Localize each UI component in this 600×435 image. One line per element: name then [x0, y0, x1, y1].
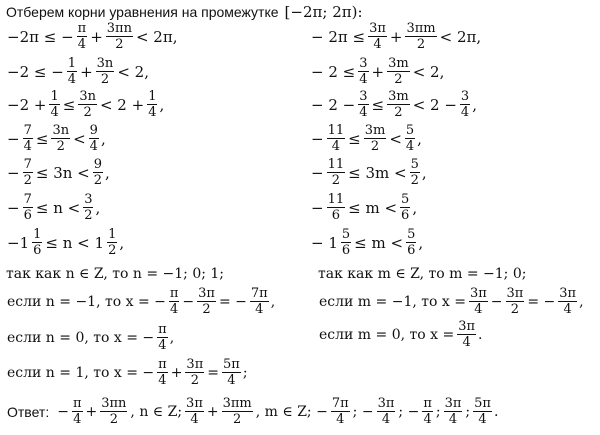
text: ,	[105, 163, 110, 182]
numerator: 5π	[474, 396, 491, 411]
text: ≤ 3m <	[348, 163, 407, 182]
fraction	[185, 358, 204, 387]
text: ≤ n <	[35, 198, 81, 217]
fraction	[23, 193, 33, 222]
fraction	[107, 228, 117, 257]
fraction	[157, 358, 168, 387]
fraction	[327, 158, 346, 187]
denominator: 2	[109, 412, 118, 427]
answer-line	[6, 397, 498, 426]
text: < 2,	[412, 62, 445, 81]
text: − 2 ≤	[311, 62, 356, 81]
denominator: 2	[100, 72, 110, 87]
denominator: 6	[341, 243, 351, 258]
denominator: 4	[462, 335, 471, 350]
text: < 2π,	[439, 27, 482, 46]
numerator: 3n	[96, 56, 114, 71]
denominator: 2	[84, 208, 93, 223]
right-case-1	[318, 287, 584, 316]
text: −2 +	[7, 95, 47, 114]
numerator: 3n	[79, 89, 96, 104]
text: < 2 −	[412, 95, 457, 114]
numerator: 3πm	[222, 396, 252, 411]
text: .	[493, 403, 499, 420]
fraction	[169, 287, 180, 316]
denominator: 4	[381, 412, 391, 427]
right-step-1	[310, 22, 482, 51]
left-step-2	[6, 57, 150, 86]
denominator: 4	[373, 37, 382, 52]
numerator: 3π	[469, 286, 487, 301]
denominator: 4	[50, 105, 59, 120]
fraction	[469, 287, 488, 316]
left-step-1	[6, 22, 178, 51]
text: так как m ∈ Z, то m = −1; 0;	[318, 266, 527, 282]
text: если n = 0, то x = −	[7, 329, 155, 346]
fraction	[422, 397, 433, 426]
left-step-7	[6, 228, 124, 257]
numerator: 3π	[198, 286, 215, 301]
numerator: 1	[67, 56, 77, 71]
right-step-4	[310, 124, 422, 153]
text: если m = −1, то x =	[319, 293, 466, 310]
numerator: 1	[148, 89, 157, 104]
text: −	[311, 163, 324, 182]
denominator: 4	[331, 139, 340, 154]
denominator: 2	[233, 412, 242, 427]
text: −	[7, 129, 20, 148]
fraction	[32, 228, 42, 257]
text: −	[57, 403, 69, 420]
fraction	[341, 228, 351, 257]
text: − 1	[311, 233, 338, 252]
text: .	[478, 326, 483, 343]
fraction	[222, 397, 253, 426]
text: ,	[100, 129, 106, 148]
numerator: 3n	[52, 123, 70, 138]
text: ≤	[371, 95, 385, 114]
numerator: 3	[460, 89, 470, 104]
text: ,	[95, 198, 101, 217]
numerator: 5	[410, 157, 419, 172]
text: ≤ 3n <	[35, 163, 90, 182]
text: =	[207, 364, 219, 381]
text: если m = 0, то x =	[319, 326, 455, 343]
fraction	[106, 22, 133, 51]
denominator: 4	[227, 373, 236, 388]
fraction	[96, 57, 115, 86]
numerator: 3	[359, 56, 368, 71]
numerator: 7	[23, 123, 32, 138]
numerator: 9	[93, 157, 103, 172]
text: ,	[421, 163, 427, 182]
fraction	[78, 90, 97, 119]
text: ,	[418, 233, 424, 252]
numerator: 3	[359, 89, 368, 104]
fraction	[49, 90, 59, 119]
fraction	[89, 124, 99, 153]
numerator: 7	[23, 192, 32, 207]
numerator: π	[158, 357, 167, 372]
left-case-2	[6, 323, 174, 352]
text: <	[389, 129, 402, 148]
denominator: 4	[23, 139, 32, 154]
numerator: 5	[401, 192, 410, 207]
numerator: 1	[50, 89, 59, 104]
text: ,	[270, 293, 276, 310]
numerator: 3π	[506, 286, 524, 301]
fraction	[558, 287, 577, 316]
numerator: π	[423, 396, 432, 411]
denominator: 4	[336, 412, 345, 427]
text: если n = −1, то x = −	[7, 293, 166, 310]
text: < 2,	[117, 62, 149, 81]
denominator: 4	[77, 37, 87, 52]
text: −2π ≤ −	[7, 27, 74, 46]
fraction	[250, 287, 269, 316]
text: ,	[417, 129, 422, 148]
fraction	[83, 193, 93, 222]
fraction	[51, 124, 70, 153]
fraction	[506, 287, 525, 316]
text: −	[311, 129, 324, 148]
text: ;	[242, 364, 248, 381]
fraction	[457, 320, 476, 349]
fraction	[222, 358, 241, 387]
text: ,	[412, 198, 418, 217]
text: ≤	[62, 95, 76, 114]
fraction	[444, 397, 463, 426]
denominator: 2	[115, 37, 124, 52]
denominator: 4	[448, 412, 458, 427]
fraction	[405, 22, 436, 51]
denominator: 2	[370, 139, 380, 154]
right-case-2	[318, 320, 483, 349]
fraction	[358, 90, 368, 119]
fraction	[473, 397, 492, 426]
denominator: 4	[478, 412, 487, 427]
denominator: 2	[23, 173, 32, 188]
fraction	[406, 228, 416, 257]
numerator: 5π	[222, 357, 240, 372]
numerator: 7	[23, 157, 32, 172]
text: − 2 −	[311, 95, 356, 114]
text: = −	[218, 293, 247, 310]
fraction	[93, 158, 103, 187]
denominator: 6	[33, 243, 42, 258]
left-step-5	[6, 158, 110, 187]
text: +	[85, 403, 98, 420]
fraction	[23, 124, 33, 153]
denominator: 2	[83, 105, 92, 120]
right-step-6	[310, 193, 417, 222]
left-case-3	[6, 358, 248, 387]
denominator: 2	[190, 373, 199, 388]
denominator: 4	[170, 302, 179, 317]
denominator: 4	[148, 105, 157, 120]
text: ;	[435, 403, 441, 420]
text: ,	[159, 95, 165, 114]
denominator: 2	[510, 302, 520, 317]
denominator: 4	[359, 105, 368, 120]
text: если n = 1, то x = −	[7, 364, 155, 381]
fraction	[327, 193, 346, 222]
text: ;	[465, 403, 471, 420]
denominator: 4	[67, 72, 77, 87]
fraction	[377, 397, 396, 426]
text: +	[90, 27, 103, 46]
left-step-3	[6, 90, 164, 119]
right-step-3	[310, 90, 477, 119]
text: ≤ n < 1	[45, 233, 105, 252]
text: +	[80, 62, 93, 81]
fraction	[331, 397, 350, 426]
numerator: 3m	[388, 56, 409, 71]
fraction	[400, 193, 410, 222]
fraction	[157, 323, 168, 352]
text: +	[371, 62, 385, 81]
text: ,	[472, 95, 477, 114]
numerator: 9	[89, 123, 98, 138]
denominator: 4	[563, 302, 572, 317]
numerator: 11	[327, 123, 345, 138]
fraction	[147, 90, 157, 119]
fraction	[67, 57, 77, 86]
denominator: 2	[394, 72, 403, 87]
fraction	[72, 397, 83, 426]
fraction	[327, 124, 346, 153]
fraction	[387, 90, 410, 119]
numerator: π	[72, 396, 82, 411]
fraction	[100, 397, 127, 426]
numerator: 3	[84, 192, 93, 207]
text: ≤ m <	[354, 233, 404, 252]
text: +	[206, 403, 219, 420]
numerator: 3π	[444, 396, 462, 411]
text: −	[7, 198, 20, 217]
denominator: 2	[202, 302, 211, 317]
text: , n ∈ Z;	[130, 403, 183, 420]
text: ; −	[398, 403, 420, 420]
denominator: 6	[23, 208, 32, 223]
denominator: 2	[93, 173, 103, 188]
text: ,	[119, 233, 125, 252]
fraction	[364, 124, 387, 153]
fraction	[23, 158, 33, 187]
denominator: 4	[460, 105, 470, 120]
numerator: 3π	[369, 21, 386, 36]
numerator: 3π	[559, 286, 577, 301]
text: так как n ∈ Z, то n = −1; 0; 1;	[6, 266, 225, 282]
denominator: 4	[359, 72, 368, 87]
denominator: 6	[331, 208, 340, 223]
numerator: 3π	[186, 396, 203, 411]
denominator: 2	[410, 173, 419, 188]
numerator: 3πn	[101, 396, 127, 411]
text: ; −	[352, 403, 374, 420]
numerator: 1	[33, 227, 42, 242]
left-case-1	[6, 287, 275, 316]
text: −1	[7, 233, 30, 252]
numerator: 3πm	[406, 21, 436, 36]
denominator: 4	[423, 412, 432, 427]
fraction	[368, 22, 387, 51]
text: − 2π ≤	[311, 27, 366, 46]
denominator: 4	[255, 302, 264, 317]
left-step-6	[6, 193, 100, 222]
fraction	[410, 158, 420, 187]
numerator: 5	[407, 227, 416, 242]
denominator: 2	[108, 243, 117, 258]
denominator: 4	[158, 373, 167, 388]
text: , m ∈ Z; −	[255, 403, 328, 420]
fraction	[405, 124, 415, 153]
text: −	[311, 198, 324, 217]
fraction	[197, 287, 216, 316]
fraction	[185, 397, 204, 426]
text: < 2π,	[135, 27, 178, 46]
denominator: 2	[56, 139, 65, 154]
numerator: 11	[327, 192, 345, 207]
denominator: 4	[474, 302, 483, 317]
left-since-line	[6, 266, 224, 282]
numerator: 11	[327, 157, 345, 172]
numerator: 3m	[364, 123, 386, 138]
text: ,	[579, 293, 584, 310]
denominator: 4	[89, 139, 98, 154]
fraction	[77, 22, 88, 51]
text: +	[389, 27, 403, 46]
denominator: 4	[190, 412, 199, 427]
text: −2 ≤ −	[7, 62, 64, 81]
numerator: 3πn	[106, 21, 132, 36]
denominator: 4	[405, 139, 415, 154]
numerator: 7π	[250, 286, 268, 301]
numerator: π	[169, 286, 179, 301]
text: −	[490, 293, 503, 310]
right-step-5	[310, 158, 427, 187]
right-since-line	[318, 266, 526, 282]
denominator: 4	[73, 412, 82, 427]
text: < 2 +	[99, 95, 145, 114]
text: <	[73, 129, 86, 148]
text: ≤	[35, 129, 49, 148]
header-intro: Отберем корни уравнения на промежутке	[6, 4, 279, 20]
numerator: 7π	[331, 396, 349, 411]
numerator: 5	[405, 123, 415, 138]
text: +	[170, 364, 183, 381]
answer-label: Ответ:	[7, 403, 50, 420]
header-line	[6, 3, 363, 21]
text: ≤	[348, 129, 361, 148]
fraction	[387, 57, 410, 86]
numerator: 3π	[377, 396, 395, 411]
denominator: 2	[394, 105, 403, 120]
numerator: π	[77, 21, 87, 36]
denominator: 6	[407, 243, 416, 258]
denominator: 2	[416, 37, 426, 52]
numerator: 3π	[458, 319, 476, 334]
text: −	[182, 293, 195, 310]
denominator: 2	[331, 173, 340, 188]
text: = −	[527, 293, 556, 310]
numerator: 3π	[186, 357, 204, 372]
numerator: 3m	[388, 89, 409, 104]
right-step-7	[310, 228, 423, 257]
left-step-4	[6, 124, 106, 153]
numerator: 5	[341, 227, 351, 242]
fraction	[460, 90, 470, 119]
numerator: π	[158, 322, 167, 337]
denominator: 4	[158, 338, 167, 353]
text: ,	[169, 329, 175, 346]
text: ≤ m <	[348, 198, 398, 217]
right-step-2	[310, 57, 445, 86]
text: −	[7, 163, 20, 182]
header-interval: [−2π; 2π):	[284, 3, 363, 21]
fraction	[358, 57, 368, 86]
denominator: 6	[401, 208, 410, 223]
numerator: 1	[108, 227, 117, 242]
